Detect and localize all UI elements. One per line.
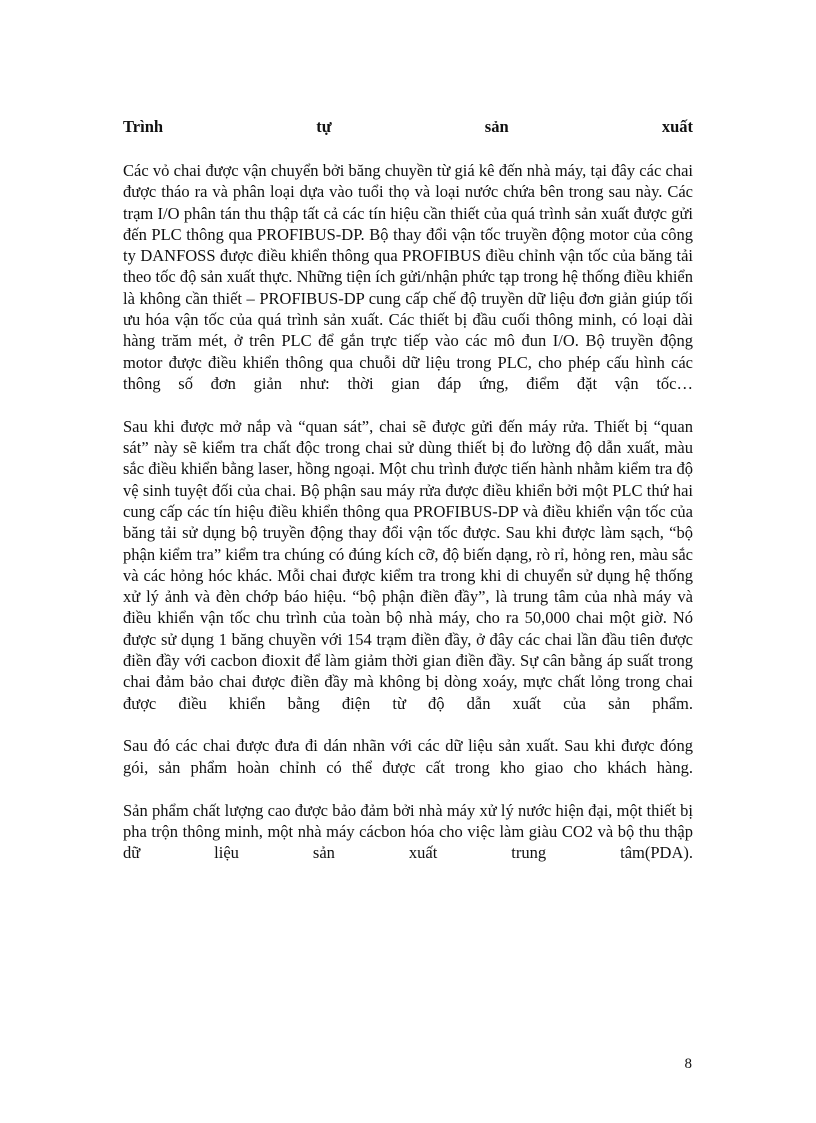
page-number: 8 [684,1056,692,1072]
heading-word: sản [484,117,509,136]
paragraph-inspection-filling: Sau khi được mở nắp và “quan sát”, chai sẽ được gửi đến máy rửa. Thiết bị “quan sát” này sẽ kiểm tra chất độc trong chai sử dùng thiết bị đo lường độ dẫn xuất, màu sắc điều khiển bằng laser, hồng ngoại. Một chu trình được tiến hành nhằm kiểm tra độ vệ sinh tuyệt đối của chai. Bộ phận sau máy rửa được điều khiển bởi một PLC thứ hai cung cấp các tín hiệu điều khiển thông qua PROFIBUS-DP và điều khiển vận tốc của băng tải sử dụng bộ truyền động thay đổi vận tốc được. Sau khi được làm sạch, “bộ phận kiểm tra” kiểm tra chúng có đúng kích cỡ, độ biến dạng, rò rỉ, hỏng ren, màu sắc và các hỏng hóc khác. Mỗi chai được kiểm tra trong khi di chuyển sử dụng hệ thống xử lý ảnh và đèn chớp báo hiệu. “bộ phận điền đầy”, là trung tâm của nhà máy và điều khiển vận tốc chu trình của toàn bộ nhà máy, cho ra 50,000 chai một giờ. Nó được sử dụng 1 băng chuyền với 154 trạm điền đầy, ở đây các chai lần đầu tiên được điền đầy với cacbon đioxit để làm giảm thời gian điền đầy. Sự cân bằng áp suất trong chai đảm bảo chai được điền đầy mà không bị dòng xoáy, mực chất lỏng trong chai được điều khiển bằng điện từ độ dẫn xuất của sản phẩm. [123,416,693,713]
section-heading [123,116,693,138]
paragraph-labeling: Sau đó các chai được đưa đi dán nhãn với các dữ liệu sản xuất. Sau khi được đóng gói, sản phẩm hoàn chỉnh có thể được cất trong kho giao cho khách hàng. [123,736,693,777]
heading-word: xuất [661,117,693,136]
heading-word: tự [316,117,332,136]
page-content [123,116,693,885]
paragraph-bottle-transport: Các vỏ chai được vận chuyển bởi băng chuyền từ giá kê đến nhà máy, tại đây các chai được tháo ra và phân loại dựa vào tuổi thọ và loại nước chứa bên trong sau này. Các trạm I/O phân tán thu thập tất cả các tín hiệu cần thiết của quá trình sản xuất được gửi đến PLC thông qua PROFIBUS-DP. Bộ thay đổi vận tốc truyền động motor của công ty DANFOSS được điều khiển thông qua PROFIBUS điều chỉnh vận tốc của băng tải theo tốc độ sản xuất thực. Những tiện ích gửi/nhận phức tạp trong hệ thống điều khiển là không cần thiết – PROFIBUS-DP cung cấp chế độ truyền dữ liệu đơn giản giúp tối ưu hóa vận tốc của quá trình sản xuất. Các thiết bị đầu cuối thông minh, có loại dài hàng trăm mét, ở trên PLC để gắn trực tiếp vào các mô đun I/O. Bộ truyền động motor được điều khiển thông qua chuỗi dữ liệu trong PLC, cho phép cấu hình các thông số đơn giản như: thời gian đáp ứng, điểm đặt vận tốc… [123,161,693,393]
paragraph-quality: Sản phẩm chất lượng cao được bảo đảm bởi nhà máy xử lý nước hiện đại, một thiết bị pha trộn thông minh, một nhà máy cácbon hóa cho việc làm giàu CO2 và bộ thu thập dữ liệu sản xuất trung tâm(PDA). [123,800,693,863]
heading-word: Trình [123,117,164,136]
